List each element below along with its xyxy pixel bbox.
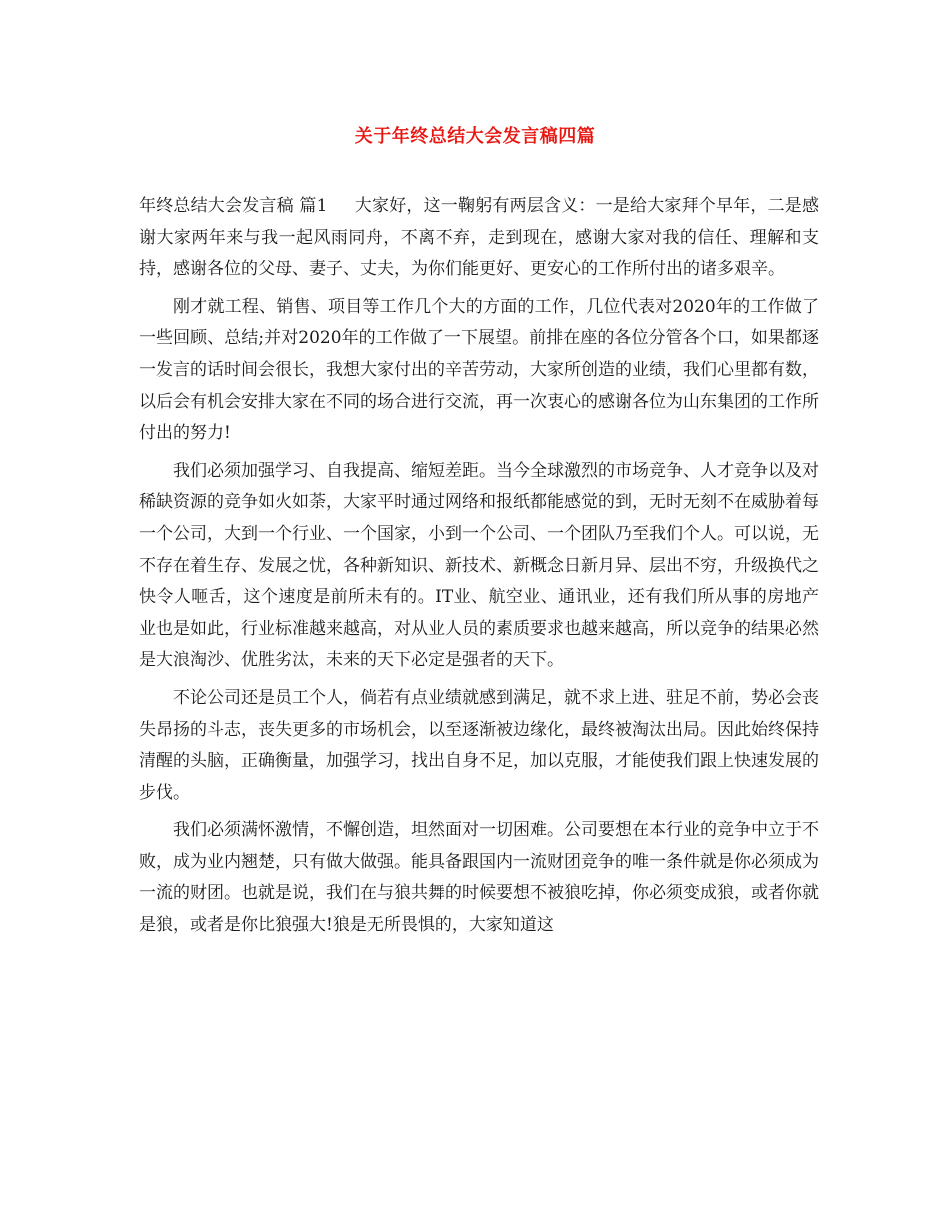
paragraph-5: 我们必须满怀激情，不懈创造，坦然面对一切困难。公司要想在本行业的竞争中立于不败，成为业内翘楚，只有做大做强。能具备跟国内一流财团竞争的唯一条件就是你必须成为一流的财团。也就是说，我们在与狼共舞的时候要想不被狼吃掉，你必须变成狼，或者你就是狼，或者是你比狼强大!狼是无所畏惧的，大家知道这 (139, 820, 819, 936)
paragraph-4: 不论公司还是员工个人，倘若有点业绩就感到满足，就不求上进、驻足不前，势必会丧失昂扬的斗志，丧失更多的市场机会，以至逐渐被边缘化，最终被淘汰出局。因此始终保持清醒的头脑，正确衡量，加强学习，找出自身不足，加以克服，才能使我们跟上快速发展的步伐。 (139, 687, 819, 803)
paragraph-3: 我们必须加强学习、自我提高、缩短差距。当今全球激烈的市场竞争、人才竞争以及对稀缺资源的竞争如火如荼，大家平时通过网络和报纸都能感觉的到，无时无刻不在威胁着每一个公司，大到一个行业、一个国家，小到一个公司、一个团队乃至我们个人。可以说，无不存在着生存、发展之忧，各种新知识、新技术、新概念日新月异、层出不穷，升级换代之快令人咂舌，这个速度是前所未有的。IT业、航空业、通讯业，还有我们所从事的房地产业也是如此，行业标准越来越高，对从业人员的素质要求也越来越高，所以竞争的结果必然是大浪淘沙、优胜劣汰，未来的天下必定是强者的天下。 (139, 460, 819, 671)
paragraph-1 (139, 191, 819, 286)
paragraph-1-text: 大家好，这一鞠躬有两层含义：一是给大家拜个早年，二是感谢大家两年来与我一起风雨同舟，不离不弃，走到现在，感谢大家对我的信任、理解和支持，感谢各位的父母、妻子、丈夫，为你们能更好、更安心的工作所付出的诸多艰辛。 (139, 196, 819, 280)
section-label: 年终总结大会发言稿 篇1 (139, 196, 328, 216)
document-title: 关于年终总结大会发言稿四篇 (354, 126, 596, 147)
document-body (139, 191, 819, 948)
paragraph-2: 刚才就工程、销售、项目等工作几个大的方面的工作，几位代表对2020年的工作做了一些回顾、总结;并对2020年的工作做了一下展望。前排在座的各位分管各个口，如果都逐一发言的话时间会很长，我想大家付出的辛苦劳动，大家所创造的业绩，我们心里都有数，以后会有机会安排大家在不同的场合进行交流，再一次衷心的感谢各位为山东集团的工作所付出的努力! (139, 296, 819, 444)
